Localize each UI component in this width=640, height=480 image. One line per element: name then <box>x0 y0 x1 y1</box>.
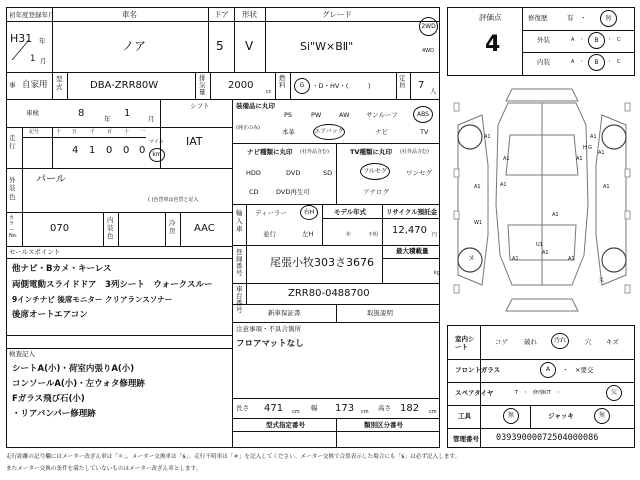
mileage-digit-3: 0 <box>123 145 130 156</box>
shape: V <box>245 39 254 53</box>
recycle-label: リサイクル預託金 <box>386 208 438 216</box>
mileage-digit-0: 4 <box>72 145 79 156</box>
drive-4wd: 4WD <box>422 48 434 54</box>
dmg-8: A1 <box>552 212 559 218</box>
import-label: 輸入車 <box>236 209 243 233</box>
manage-value: 03939000072504000086 <box>496 433 599 443</box>
navi-dvd-play: DVD再生可 <box>276 188 310 196</box>
dmg-5: A1 <box>474 184 481 190</box>
height-label: 高さ <box>378 404 391 412</box>
manage-label: 管理番号 <box>453 435 479 443</box>
navi-title: ナビ種類に丸印 <box>247 148 293 156</box>
inspection-year: 8 <box>78 108 85 119</box>
import-parallel: 並行 <box>263 230 276 238</box>
inspection-year-unit: 年 <box>104 115 111 123</box>
footer-line1: 走行距離の記号欄にはメーター改ざん車は「＊」、メーター交換車は「$」、走行不明車は「＃」を記入してください。メーター交換で合算表示した場合にも「$」は必ず記入します。 <box>6 454 461 460</box>
front-glass-label: フロントガラス <box>455 366 501 374</box>
score: 4 <box>485 32 501 57</box>
seat-burn: コゲ <box>495 338 508 346</box>
dmg-6: A1 <box>603 184 610 190</box>
tv-oneseg: ワンセグ <box>406 169 432 177</box>
dmg-4: A1 <box>576 156 583 162</box>
front-glass-opts: ・ ×要交 <box>562 366 594 374</box>
model-designation-label: 型式指定番号 <box>266 421 305 429</box>
equip-sunroof: サンルーフ <box>366 111 398 119</box>
color-no: 070 <box>50 223 70 234</box>
inspection-month-unit: 月 <box>148 115 155 123</box>
spare-label: スペアタイヤ <box>455 389 494 397</box>
ac: AAC <box>194 223 215 234</box>
notes-text: フロアマットなし <box>236 339 304 349</box>
reg-label: 初年度登録年月 <box>9 11 55 19</box>
reg-number-label: 登録番号 <box>236 248 243 278</box>
grade-label: グレード <box>322 10 352 19</box>
dmg-0: A1 <box>484 134 491 140</box>
sales-line-2: 9インチナビ 後席モニター クリアランスソナー <box>12 295 173 304</box>
spare-none: 欠 <box>610 389 617 396</box>
displacement-label: 排気量 <box>199 74 206 97</box>
width-unit: cm <box>361 409 369 415</box>
model-year-unit: 年 <box>346 232 352 238</box>
door: 5 <box>216 39 224 53</box>
length: 471 <box>264 403 284 414</box>
model-year-label: モデル年式 <box>334 208 367 216</box>
shift: IAT <box>186 135 203 148</box>
chassis-label: 車台番号 <box>236 285 243 315</box>
repair-opts: 有 ・ <box>567 14 587 22</box>
seat-hole: 穴 <box>585 338 592 346</box>
mileage-km: km <box>152 151 162 158</box>
equip-airbag: エアバック <box>314 128 344 135</box>
dmg-15: G <box>588 145 592 151</box>
reg-number: 尾張小牧303さ3676 <box>270 256 374 269</box>
equip-leather: 本革 <box>282 128 295 136</box>
manual: 取扱説明 <box>367 309 393 317</box>
jack-label: ジャッキ <box>548 412 574 420</box>
width-label: 幅 <box>311 404 318 412</box>
dmg-17: ヌ <box>468 254 475 262</box>
exterior-c: ・ C <box>607 37 621 43</box>
color-no-label: カラーNo. <box>9 215 18 239</box>
capacity-label: 定員 <box>399 74 406 90</box>
interior-grade-label: 内装 <box>537 58 550 66</box>
inspector-notes-label: 検査記入 <box>9 350 35 358</box>
mileage-digit-2: 0 <box>106 145 113 156</box>
import-dealer: ディーラー <box>255 209 287 217</box>
inspector-line-2: Fガラス飛び石(小) <box>12 394 85 404</box>
interior-seat-label: 室内シート <box>455 335 475 352</box>
dmg-7: A1 <box>598 150 605 156</box>
use-label: 自家用 <box>22 80 48 90</box>
capacity-unit: 人 <box>430 87 437 95</box>
equip-tv: TV <box>420 128 429 136</box>
navi-sd: SD <box>323 169 333 177</box>
use-prefix: 事 <box>9 81 16 89</box>
tools-none-circle <box>503 408 519 424</box>
tv-analog: アナログ <box>363 188 389 196</box>
mileage-col-2: 千 <box>90 129 96 135</box>
equip-abs-circle <box>413 106 433 123</box>
equip-abs: ABS <box>417 110 429 118</box>
tv-fullseg: フルセグ <box>363 167 387 175</box>
mileage-col-3: 百 <box>107 129 113 135</box>
dmg-3: A1 <box>500 182 507 188</box>
fuel-g: G <box>299 82 305 89</box>
jack-none-circle <box>594 408 610 424</box>
equip-aw: AW <box>339 111 350 119</box>
mileage-col-1: 万 <box>72 129 78 135</box>
reg-year-unit: 年 <box>39 37 46 45</box>
notes-label: 注意事項・不具合箇所 <box>236 325 301 333</box>
tools-label: 工具 <box>458 412 471 420</box>
ac-label: 冷房 <box>169 219 176 235</box>
model-year-unknown: 不明 <box>368 232 379 238</box>
height: 182 <box>400 403 420 414</box>
model-label: 型式 <box>56 75 63 91</box>
displacement: 2000 <box>228 80 254 91</box>
navi-cd: CD <box>249 188 259 196</box>
length-unit: cm <box>292 409 300 415</box>
recycle: 12,470 <box>392 225 427 236</box>
mileage-km-circle <box>149 148 165 162</box>
drive-2wd-circle <box>419 17 438 36</box>
sales-line-1: 両側電動スライドドア 3列シート ウォークスルー <box>12 280 213 290</box>
exterior-b: B <box>594 36 599 44</box>
equip-title: 装備品に丸印 <box>236 102 275 110</box>
equip-pw: PW <box>311 111 322 119</box>
fuel-g-circle <box>294 78 310 94</box>
interior-c: ・ C <box>607 59 621 65</box>
exterior-label: 外装 <box>537 36 550 44</box>
navi-hdd: HDD <box>246 169 261 177</box>
import-right-h: 右H <box>303 208 315 216</box>
reg-month: 1 <box>30 54 36 64</box>
recycle-yen: 円 <box>432 232 438 238</box>
max-load-label: 最大積載量 <box>396 247 429 255</box>
tv-sub: (社外品含む) <box>400 149 429 155</box>
color-value: パール <box>36 174 66 185</box>
seat-tear: 破れ <box>524 338 537 346</box>
sales-line-3: 後席オートエアコン <box>12 310 88 320</box>
mileage-col-4: 十 <box>124 129 130 135</box>
reg-month-suffix: 月 <box>40 57 47 65</box>
chassis: ZRR80-0488700 <box>288 288 370 299</box>
exterior-a: A ・ <box>571 37 585 43</box>
sales-line-0: 他ナビ・Bカメ・キーレス <box>12 264 112 274</box>
spare-opts: T ・ 修理KIT ・ <box>515 390 561 396</box>
navi-dvd: DVD <box>286 169 301 177</box>
grade: Si"W×BⅡ" <box>300 40 354 53</box>
interior-label: 内装色 <box>107 216 114 240</box>
spare-none-circle <box>606 385 622 401</box>
front-glass-a: A <box>545 366 551 373</box>
seat-scratch: キズ <box>606 338 619 346</box>
inspection-month: 1 <box>124 108 131 119</box>
score-label: 評価点 <box>479 13 502 22</box>
length-label: 長さ <box>236 404 249 412</box>
tv-title: TV種類に丸印 <box>350 148 392 156</box>
door-label: ドア <box>214 10 229 19</box>
color-label: 外装色 <box>9 176 16 201</box>
car-name: ノア <box>122 39 147 53</box>
jack-none: 無 <box>598 412 605 419</box>
capacity: 7 <box>418 80 425 91</box>
tools-none: 無 <box>507 412 514 419</box>
interior-b: B <box>594 58 599 66</box>
drive-2wd: 2WD <box>421 22 436 30</box>
footer-line2: またメーター交換の条件を満たしていないものはメーター改ざん車とします。 <box>6 466 202 472</box>
color-note: ( )色替車は色替と記入 <box>148 197 199 203</box>
max-load-unit: kg <box>434 270 441 276</box>
dmg-2: A1 <box>503 156 510 162</box>
repair-none: 無 <box>605 14 612 22</box>
seat-dirt-circle <box>551 333 569 349</box>
dmg-1: A1 <box>590 134 597 140</box>
front-glass-a-circle <box>540 362 556 378</box>
mileage-digits-label: 記号 <box>29 129 40 135</box>
interior-b-circle <box>588 54 605 71</box>
inspector-line-1: コンソールA(小)・左ウォタ修理跡 <box>12 379 145 389</box>
new-car-warranty: 新車保証書 <box>268 309 301 317</box>
repair-none-circle <box>600 10 617 27</box>
mileage-col-0: 十 <box>56 129 62 135</box>
shape-label: 形状 <box>242 10 257 19</box>
mileage-digit-4: 0 <box>139 145 146 156</box>
interior-a: A ・ <box>571 59 585 65</box>
dmg-14: H <box>583 145 587 151</box>
import-right-h-circle <box>300 205 318 220</box>
inspector-line-0: シートA(小)・荷室内張りA(小) <box>12 364 135 374</box>
car-diagram <box>448 85 636 317</box>
exterior-b-circle <box>588 32 605 49</box>
mileage-label: 走行 <box>9 134 16 151</box>
cc-unit: cc <box>266 89 272 95</box>
fuel-label: 燃料 <box>279 74 286 90</box>
inspection-label: 車検 <box>26 109 39 117</box>
dmg-11: U1 <box>536 242 543 248</box>
category-label: 類別区分番号 <box>364 421 403 429</box>
equip-sub: (純正のみ) <box>236 125 260 131</box>
car-outline-svg <box>448 85 636 317</box>
mileage-col-5: 一 <box>140 129 146 135</box>
height-unit: cm <box>429 409 437 415</box>
dmg-16: ス <box>598 276 605 284</box>
navi-sub: (社外品含む) <box>300 149 329 155</box>
model: DBA-ZRR80W <box>90 80 159 91</box>
dmg-12: A1 <box>512 256 519 262</box>
dmg-9: A1 <box>542 250 549 256</box>
dmg-13: A1 <box>568 256 575 262</box>
car-name-label: 車名 <box>122 10 137 19</box>
mileage-unit-mile: マイル <box>149 139 164 145</box>
equip-ps: PS <box>284 111 293 119</box>
import-left-h: 左H <box>302 230 314 238</box>
inspector-line-3: ・リアバンパー修理跡 <box>12 409 96 419</box>
repair-label: 修復歴 <box>528 14 548 22</box>
fuel-rest: ・D・HV・( ) <box>312 82 371 90</box>
sales-points-label: セールスポイント <box>9 248 61 256</box>
tv-fullseg-circle <box>360 163 390 180</box>
width: 173 <box>335 403 355 414</box>
shift-label: シフト <box>190 102 210 110</box>
seat-dirt: 汚れ <box>553 337 566 344</box>
mileage-digit-1: 1 <box>89 145 96 156</box>
dmg-10: W1 <box>474 220 483 226</box>
reg-era-year: H31 <box>10 32 33 45</box>
equip-airbag-circle <box>313 124 345 140</box>
equip-navi: ナビ <box>375 128 388 136</box>
